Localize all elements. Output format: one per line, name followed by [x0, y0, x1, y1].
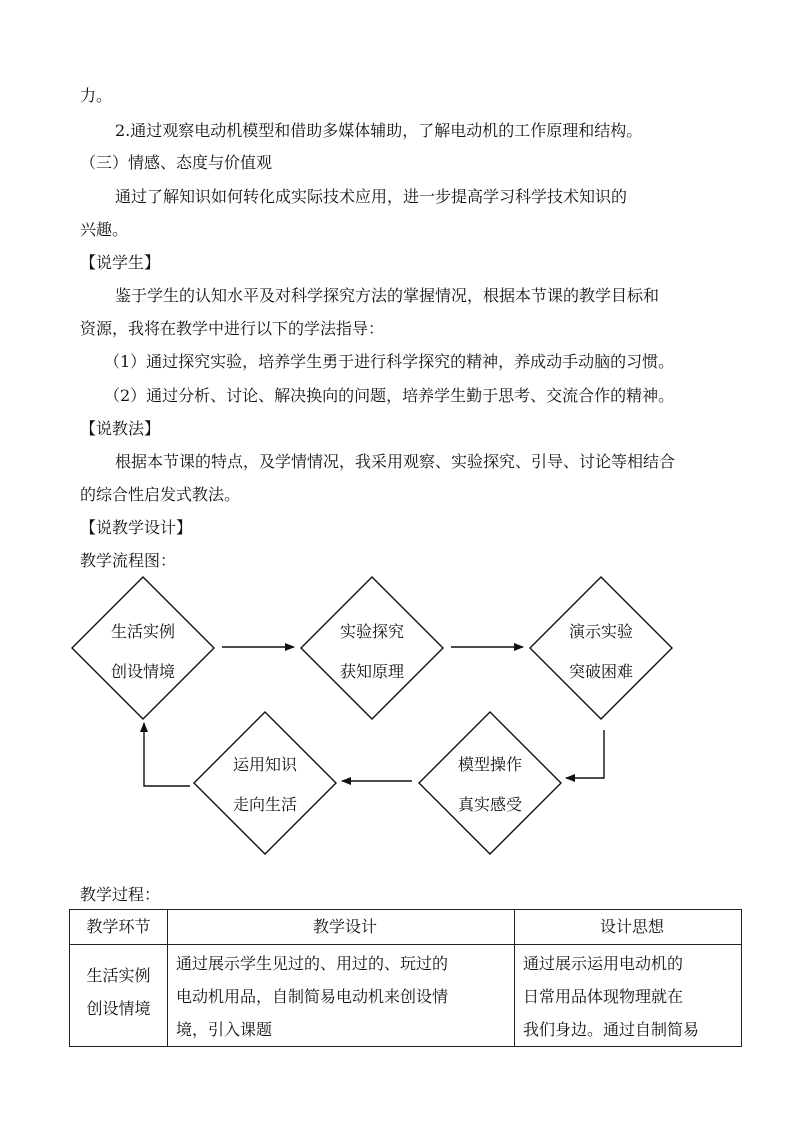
- flow-node-4-shape: [419, 712, 561, 854]
- flow-node-4-line-1: 模型操作: [457, 755, 523, 774]
- cell-line: 境，引入课题: [176, 1020, 273, 1039]
- flow-node-5-line-2: 走向生活: [232, 795, 298, 814]
- table-row: [70, 945, 742, 1047]
- flow-node-1-line-2: 创设情境: [110, 662, 176, 681]
- text-line: 的综合性启发式教法。: [80, 485, 241, 504]
- text-line: 教学过程：: [80, 885, 161, 904]
- text-line: 资源，我将在教学中进行以下的学法指导：: [80, 319, 385, 338]
- flow-node-2-line-2: 获知原理: [339, 662, 405, 681]
- cell-line: 创设情境: [86, 999, 151, 1018]
- flow-node-3-shape: [530, 577, 672, 719]
- flow-node-2-line-1: 实验探究: [339, 622, 405, 641]
- text-line: 教学流程图：: [80, 551, 177, 570]
- flow-node-5-shape: [194, 712, 336, 854]
- cell-line: 通过展示运用电动机的: [523, 954, 684, 973]
- flow-node-1-shape: [72, 577, 214, 719]
- cell-line: 通过展示学生见过的、用过的、玩过的: [176, 954, 449, 973]
- cell-line: 日常用品体现物理就在: [523, 987, 684, 1006]
- cell-line: 我们身边。通过自制简易: [523, 1020, 700, 1039]
- section-heading: 【说学生】: [80, 253, 161, 272]
- text-line: 力。: [80, 86, 113, 105]
- flow-node-3-line-1: 演示实验: [568, 622, 634, 641]
- text-line: 鉴于学生的认知水平及对科学探究方法的掌握情况，根据本节课的教学目标和: [115, 286, 660, 305]
- table-header: 教学设计: [168, 910, 515, 945]
- teaching-process-table: [69, 909, 742, 1047]
- flow-node-5-line-1: 运用知识: [232, 755, 298, 774]
- table-header: 教学环节: [70, 910, 168, 945]
- flow-arrow: [144, 723, 190, 786]
- text-line: 2.通过观察电动机模型和借助多媒体辅助，了解电动机的工作原理和结构。: [115, 121, 643, 140]
- table-cell-stage: [70, 945, 168, 1047]
- cell-line: 电动机用品，自制简易电动机来创设情: [176, 987, 449, 1006]
- flow-node-1-line-1: 生活实例: [110, 622, 176, 641]
- text-line: （1）通过探究实验，培养学生勇于进行科学探究的精神，养成动手动脑的习惯。: [104, 352, 675, 371]
- text-line: 根据本节课的特点，及学情情况，我采用观察、实验探究、引导、讨论等相结合: [115, 452, 676, 471]
- text-line: 兴趣。: [80, 220, 129, 239]
- flow-node-3-line-2: 突破困难: [568, 662, 634, 681]
- section-heading: 【说教学设计】: [80, 518, 193, 537]
- table-cell-design: [168, 945, 515, 1047]
- text-line: （2）通过分析、讨论、解决换向的问题，培养学生勤于思考、交流合作的精神。: [104, 386, 675, 405]
- flow-arrow: [566, 730, 604, 778]
- table-header: 设计思想: [515, 910, 742, 945]
- table-cell-idea: [515, 945, 742, 1047]
- flow-node-4-line-2: 真实感受: [457, 795, 523, 814]
- cell-line: 生活实例: [86, 966, 151, 985]
- text-line: 通过了解知识如何转化成实际技术应用，进一步提高学习科学技术知识的: [115, 187, 628, 206]
- table-header-row: [70, 910, 742, 945]
- section-heading: 【说教法】: [80, 419, 161, 438]
- section-heading: （三）情感、态度与价值观: [80, 153, 273, 172]
- flow-node-2-shape: [301, 577, 443, 719]
